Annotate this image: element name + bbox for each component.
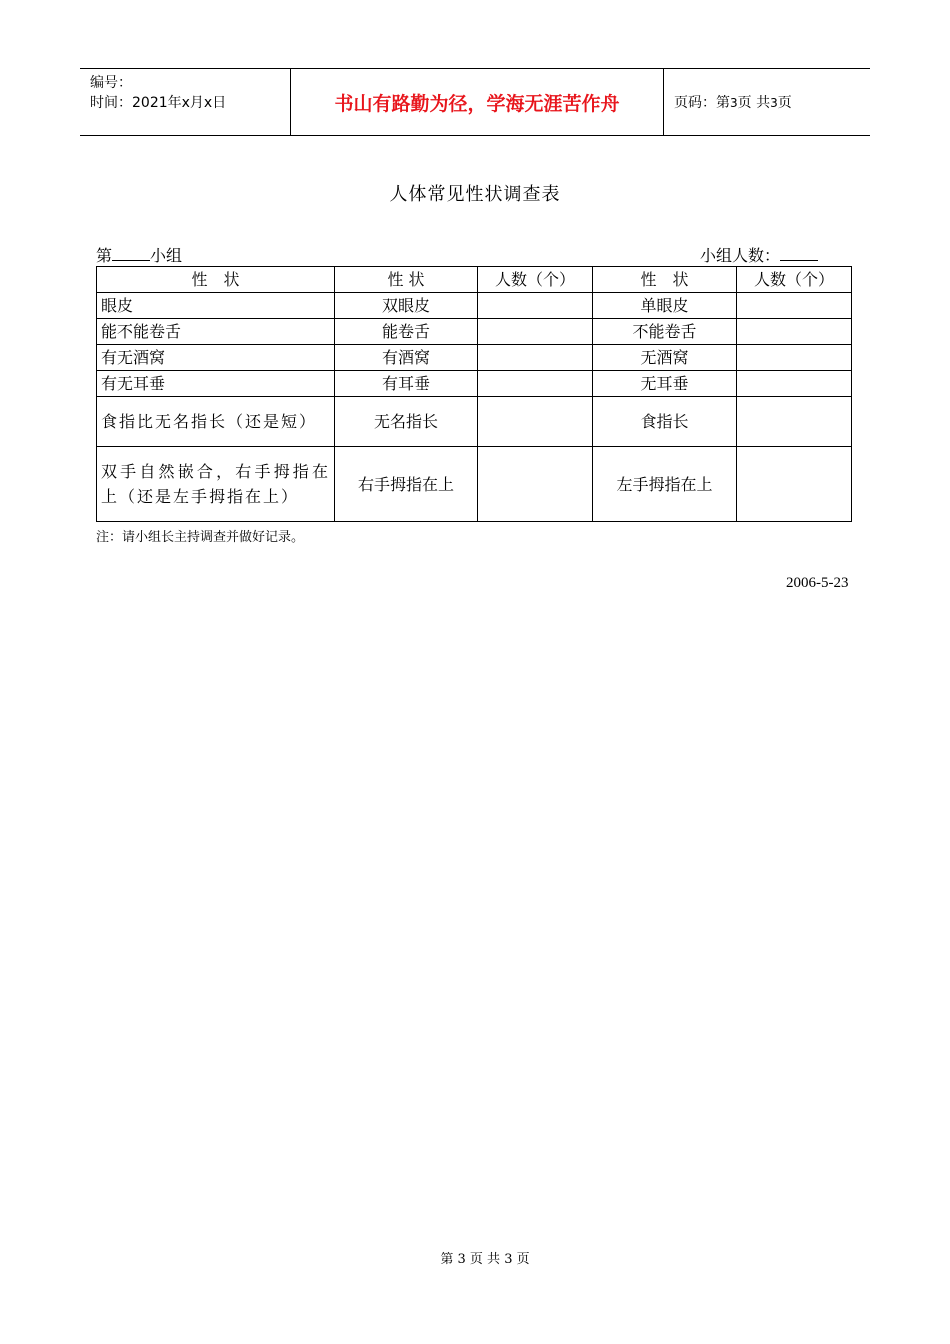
group-count-line xyxy=(700,243,818,266)
count-a-cell[interactable] xyxy=(478,397,593,447)
header-page-info xyxy=(664,69,871,136)
document-title: 人体常见性状调查表 xyxy=(389,184,561,205)
table-row xyxy=(97,447,852,522)
count-a-cell[interactable] xyxy=(478,447,593,522)
page-current: 3 xyxy=(730,96,738,110)
option-a-cell: 能卷舌 xyxy=(335,319,478,345)
header-meta xyxy=(80,69,291,136)
page-footer: 第 3 页 共 3 页 xyxy=(440,1252,530,1267)
option-a-cell: 无名指长 xyxy=(335,397,478,447)
count-a-cell[interactable] xyxy=(478,293,593,319)
count-b-cell[interactable] xyxy=(737,447,852,522)
table-row xyxy=(97,397,852,447)
table-row xyxy=(97,293,852,319)
document-date: 2006-5-23 xyxy=(786,575,849,591)
count-b-cell[interactable] xyxy=(737,345,852,371)
option-b-cell: 无酒窝 xyxy=(593,345,737,371)
group-number-blank[interactable] xyxy=(112,246,150,261)
trait-cell: 有无耳垂 xyxy=(97,371,335,397)
code-label: 编号： xyxy=(90,75,132,91)
table-row xyxy=(97,371,852,397)
header-motto: 书山有路勤为径，学海无涯苦作舟 xyxy=(291,69,664,136)
option-a-cell: 有耳垂 xyxy=(335,371,478,397)
header-option-a: 性 状 xyxy=(335,267,478,293)
trait-cell: 有无酒窝 xyxy=(97,345,335,371)
group-number-line xyxy=(96,243,182,266)
count-b-cell[interactable] xyxy=(737,293,852,319)
header-count-a: 人数（个） xyxy=(478,267,593,293)
table-row xyxy=(97,345,852,371)
option-b-cell: 单眼皮 xyxy=(593,293,737,319)
count-a-cell[interactable] xyxy=(478,345,593,371)
page-total: 3 xyxy=(770,96,778,110)
option-b-cell: 不能卷舌 xyxy=(593,319,737,345)
trait-cell: 能不能卷舌 xyxy=(97,319,335,345)
option-a-cell: 双眼皮 xyxy=(335,293,478,319)
count-a-cell[interactable] xyxy=(478,319,593,345)
header-trait: 性 状 xyxy=(97,267,335,293)
trait-cell: 食指比无名指长（还是短） xyxy=(97,397,335,447)
header-count-b: 人数（个） xyxy=(737,267,852,293)
group-count-label: 小组人数： xyxy=(700,246,781,265)
trait-cell: 眼皮 xyxy=(97,293,335,319)
option-a-cell: 有酒窝 xyxy=(335,345,478,371)
table-header-row xyxy=(97,267,852,293)
page-label-mid: 页 共 xyxy=(737,95,771,111)
table-row xyxy=(97,319,852,345)
trait-survey-table xyxy=(96,266,852,522)
page-label-prefix: 页码：第 xyxy=(674,95,730,111)
time-label: 时间：2021年x月x日 xyxy=(90,95,227,111)
option-b-cell: 左手拇指在上 xyxy=(593,447,737,522)
option-a-cell: 右手拇指在上 xyxy=(335,447,478,522)
option-b-cell: 无耳垂 xyxy=(593,371,737,397)
count-b-cell[interactable] xyxy=(737,319,852,345)
group-count-blank[interactable] xyxy=(780,246,818,261)
trait-cell: 双手自然嵌合，右手拇指在上（还是左手拇指在上） xyxy=(97,447,335,522)
group-prefix: 第 xyxy=(96,246,113,265)
count-b-cell[interactable] xyxy=(737,397,852,447)
count-b-cell[interactable] xyxy=(737,371,852,397)
header-option-b: 性 状 xyxy=(593,267,737,293)
table-note: 注：请小组长主持调查并做好记录。 xyxy=(96,530,305,545)
page-label-suffix: 页 xyxy=(777,95,792,111)
count-a-cell[interactable] xyxy=(478,371,593,397)
group-suffix: 小组 xyxy=(150,246,183,265)
option-b-cell: 食指长 xyxy=(593,397,737,447)
page-header xyxy=(80,68,870,136)
